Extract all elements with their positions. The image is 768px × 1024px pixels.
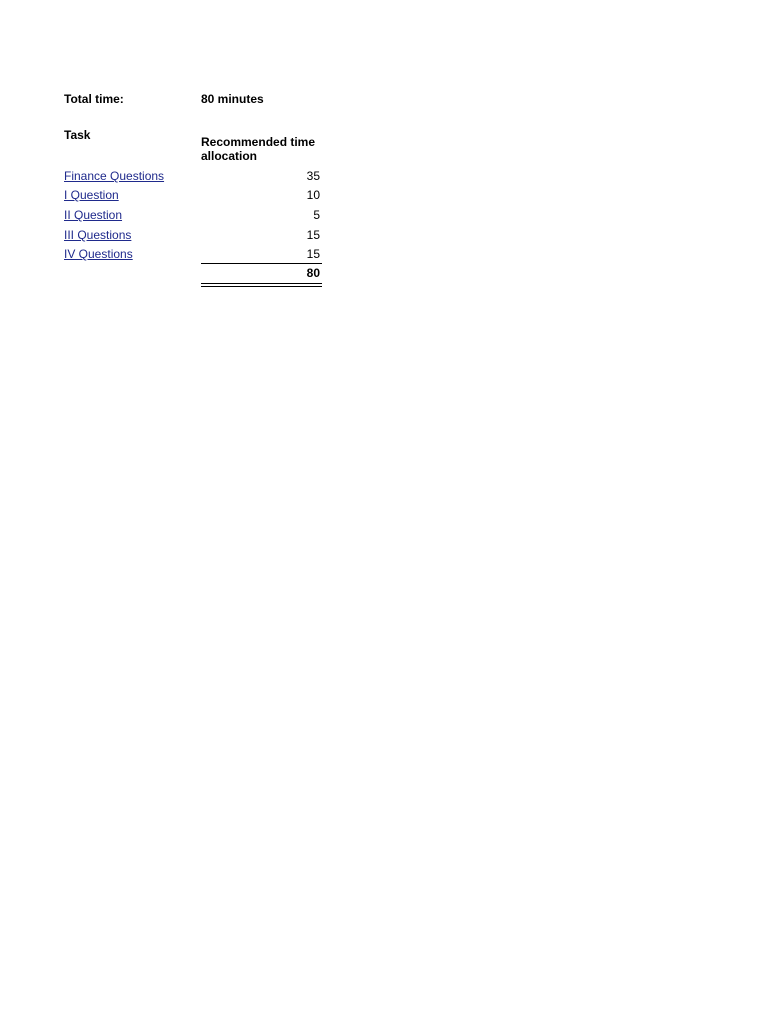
task-link-iv-questions[interactable]: IV Questions bbox=[64, 247, 133, 261]
task-minutes-finance-questions: 35 bbox=[306, 169, 320, 183]
total-minutes: 80 bbox=[306, 266, 320, 280]
task-link-finance-questions[interactable]: Finance Questions bbox=[64, 169, 165, 183]
total-time-value: 80 minutes bbox=[201, 92, 264, 106]
subtotal-rule bbox=[201, 263, 322, 264]
task-link-i-question[interactable]: I Question bbox=[64, 188, 119, 202]
allocation-column-header: Recommended time allocation bbox=[201, 135, 316, 163]
total-time-label: Total time: bbox=[64, 92, 124, 106]
task-minutes-iii-questions: 15 bbox=[306, 228, 320, 242]
total-double-rule bbox=[201, 283, 322, 287]
task-column-header: Task bbox=[64, 128, 91, 142]
task-link-ii-question[interactable]: II Question bbox=[64, 208, 123, 222]
task-minutes-iv-questions: 15 bbox=[306, 247, 320, 261]
task-minutes-i-question: 10 bbox=[306, 188, 320, 202]
task-link-iii-questions[interactable]: III Questions bbox=[64, 228, 132, 242]
task-minutes-ii-question: 5 bbox=[313, 208, 320, 222]
